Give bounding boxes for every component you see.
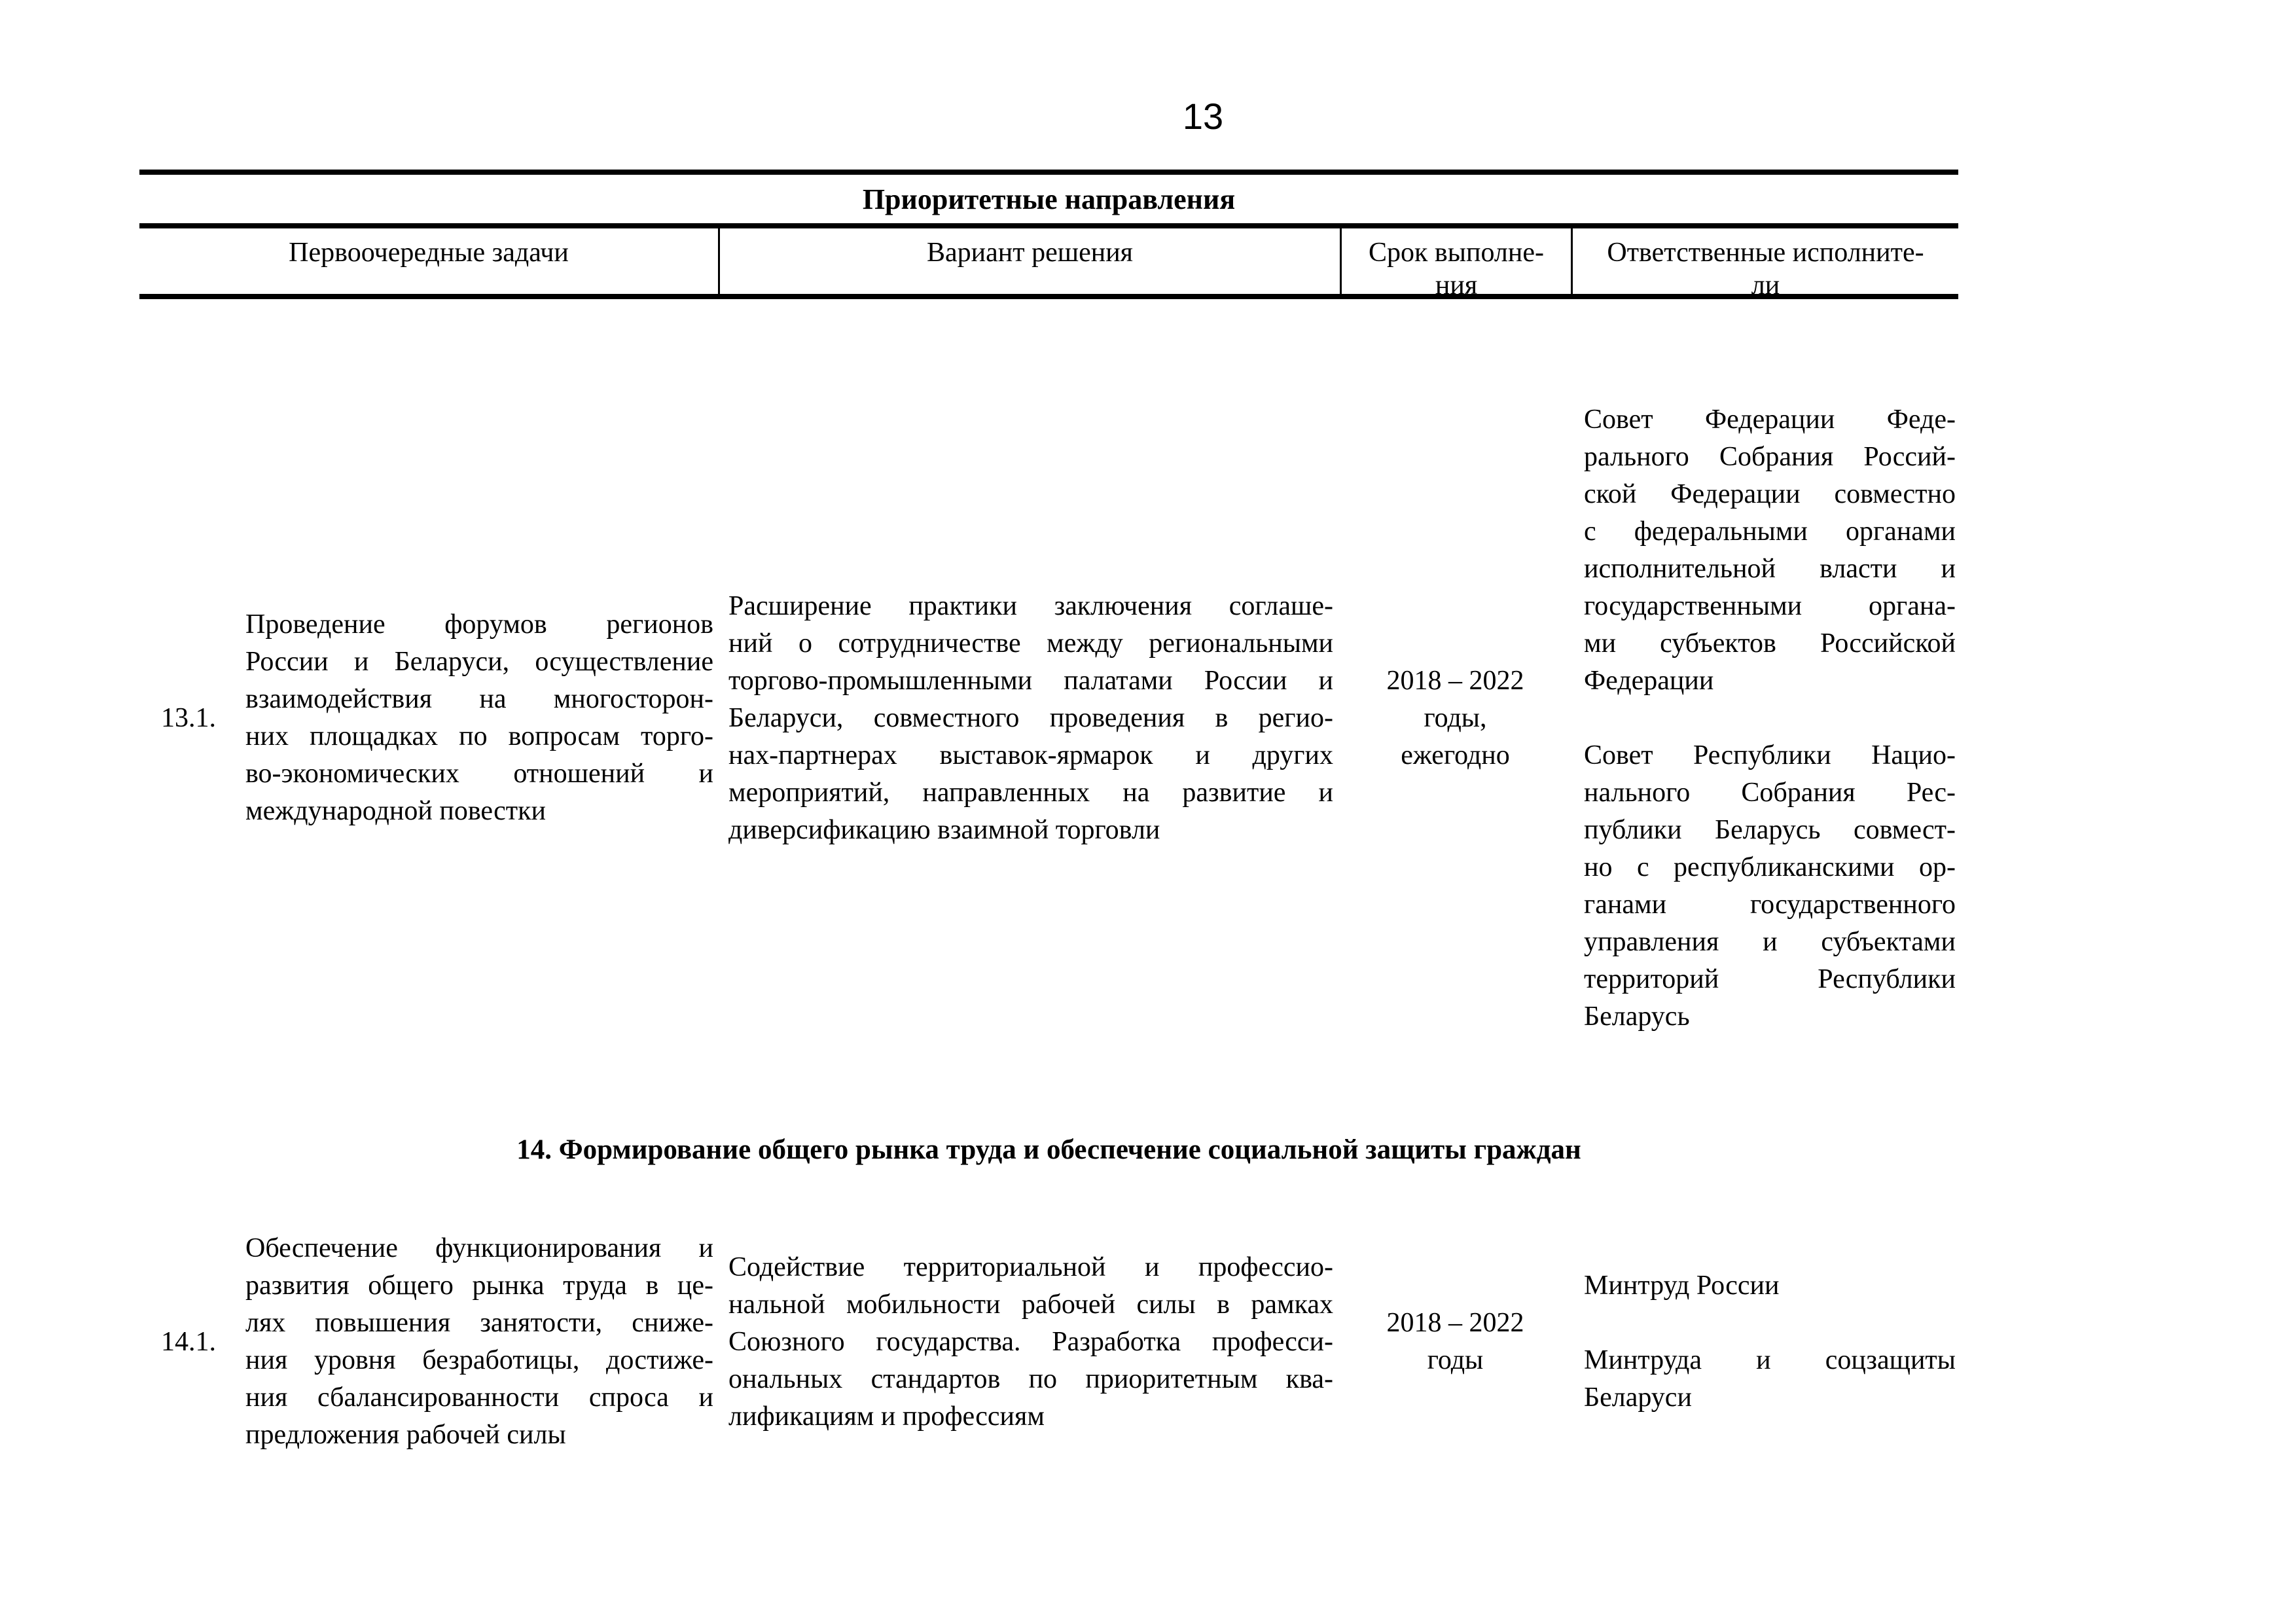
text-line: но с республиканскими ор- [1584, 852, 1956, 882]
text-line: Обеспечение функционирования и [245, 1233, 713, 1263]
row-number: 13.1. [161, 702, 216, 733]
text-line: международной повестки [245, 796, 546, 826]
cell-term-13-1 [1340, 662, 1571, 774]
text-line: нах-партнерах выставок-ярмарок и других [728, 740, 1333, 770]
text-line: Беларусь [1584, 1001, 1690, 1032]
text-line: ежегодно [1401, 740, 1510, 770]
text-line: во-экономических отношений и [245, 759, 713, 789]
text-line: торгово-промышленными палатами России и [728, 665, 1333, 696]
text-line: ганами государственного [1584, 889, 1956, 920]
paragraph [1584, 1342, 1956, 1416]
page-number: 13 [1182, 96, 1224, 137]
text-line: Совет Федерации Феде- [1584, 404, 1956, 435]
text-line: годы, [1424, 702, 1487, 733]
text-line: взаимодействия на многосторон- [245, 684, 713, 714]
header-cell-responsible [1571, 228, 1958, 300]
text-line: Беларуси [1584, 1382, 1692, 1413]
text-line: нального Собрания Рес- [1584, 777, 1956, 808]
text-line: Союзного государства. Разработка професси- [728, 1326, 1333, 1357]
text-line: Федерации [1584, 665, 1714, 696]
cell-responsible-13-1 [1571, 401, 1958, 1036]
section-heading-14: 14. Формирование общего рынка труда и обеспечение социальной защиты граждан [516, 1134, 1581, 1165]
text-line: государственными органа- [1584, 590, 1956, 621]
text-line: ской Федерации совместно [1584, 478, 1956, 509]
text-line: ональных стандартов по приоритетным ква- [728, 1363, 1333, 1394]
text-line: ми субъектов Российской [1584, 628, 1956, 659]
header-cell-term [1340, 228, 1571, 300]
text-line: годы [1427, 1345, 1484, 1375]
header-cell-solution [718, 228, 1340, 294]
tasks-text [245, 606, 713, 830]
text-line: с федеральными органами [1584, 516, 1956, 547]
text-line: Совет Республики Нацио- [1584, 740, 1956, 770]
text-line: рального Собрания Россий- [1584, 441, 1956, 472]
text-line: развития общего рынка труда в це- [245, 1271, 713, 1301]
text-line: Вариант решения [927, 238, 1133, 268]
table-header-row [139, 223, 1958, 299]
cell-solution-13-1 [718, 588, 1340, 849]
table-title: Приоритетные направления [139, 170, 1958, 223]
text-line: исполнительной власти и [1584, 553, 1956, 584]
text-line: нальной мобильности рабочей силы в рамках [728, 1289, 1333, 1320]
text-line: них площадках по вопросам торго- [245, 721, 713, 751]
text-line: предложения рабочей силы [245, 1420, 566, 1450]
text-line: диверсификацию взаимной торговли [728, 814, 1160, 845]
text-line: 2018 – 2022 [1386, 665, 1524, 696]
header-cell-tasks [139, 228, 718, 294]
text-line: Минтруд России [1584, 1271, 1780, 1301]
text-line: Содействие территориальной и профессио- [728, 1252, 1333, 1282]
table-row-13-1 [139, 299, 1958, 1137]
text-line: ния [1435, 270, 1478, 300]
cell-tasks-13-1 [139, 606, 718, 830]
paragraph [1584, 401, 1956, 700]
text-line: лификациям и профессиям [728, 1401, 1045, 1432]
text-line: Первоочередные задачи [289, 238, 569, 268]
cell-solution-14-1 [718, 1249, 1340, 1435]
text-line: Минтруда и соцзащиты [1584, 1345, 1956, 1375]
text-line: мероприятий, направленных на развитие и [728, 777, 1333, 808]
text-line: ния сбалансированности спроса и [245, 1382, 713, 1413]
text-line: управления и субъектами [1584, 926, 1956, 957]
text-line: Беларуси, совместного проведения в регио- [728, 702, 1333, 733]
cell-term-14-1 [1340, 1305, 1571, 1379]
paragraph [1584, 737, 1956, 1036]
cell-tasks-14-1 [139, 1230, 718, 1454]
text-line: России и Беларуси, осуществление [245, 647, 713, 677]
priorities-table [139, 170, 1958, 299]
text-line: ли [1751, 270, 1780, 300]
tasks-text [245, 1230, 713, 1454]
row-number: 14.1. [161, 1326, 216, 1357]
text-line: Срок выполне- [1369, 238, 1544, 268]
text-line: публики Беларусь совмест- [1584, 814, 1956, 845]
text-line: Расширение практики заключения соглаше- [728, 590, 1333, 621]
cell-responsible-14-1 [1571, 1267, 1958, 1416]
text-line: 2018 – 2022 [1386, 1308, 1524, 1338]
paragraph [1584, 1267, 1956, 1305]
text-line: Ответственные исполните- [1607, 238, 1924, 268]
text-line: территорий Республики [1584, 964, 1956, 994]
text-line: Проведение форумов регионов [245, 609, 713, 640]
table-row-14-1 [139, 1172, 1958, 1512]
text-line: лях повышения занятости, сниже- [245, 1308, 713, 1338]
text-line: ния уровня безработицы, достиже- [245, 1345, 713, 1375]
text-line: ний о сотрудничестве между региональными [728, 628, 1333, 659]
